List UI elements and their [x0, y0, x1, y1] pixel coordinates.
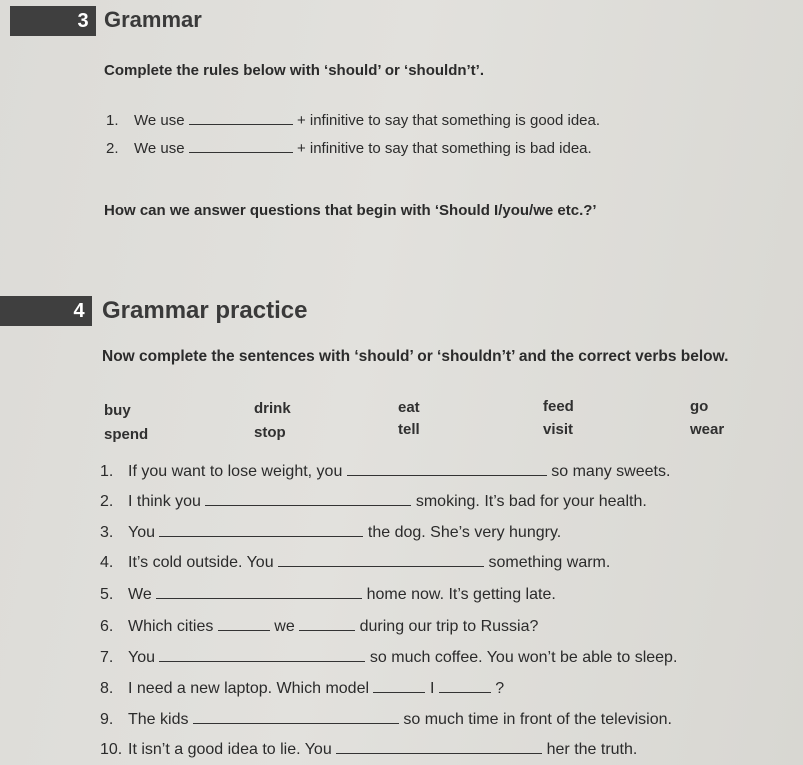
word-wear: wear — [690, 421, 725, 438]
sentence-9-blank[interactable] — [193, 710, 399, 724]
sentence-7-blank[interactable] — [159, 648, 365, 662]
word-stop: stop — [254, 424, 286, 441]
section-4-banner — [0, 296, 92, 326]
sentence-10: 10. It isn’t a good idea to lie. You her the truth. — [100, 741, 638, 758]
sentence-4: 4. It’s cold outside. You something warm. — [100, 554, 611, 571]
section-3-title: Grammar — [104, 7, 202, 32]
sentence-8: 8. I need a new laptop. Which model I ? — [100, 680, 505, 697]
word-visit: visit — [543, 421, 574, 438]
word-buy: buy — [104, 402, 131, 419]
sentence-9: 9. The kids so much time in front of the television. — [100, 711, 672, 728]
sentence-3-blank[interactable] — [159, 523, 363, 537]
section-4-number: 4 — [66, 296, 92, 326]
sentence-3: 3. You the dog. She’s very hungry. — [100, 524, 562, 541]
sentence-8-blank-1[interactable] — [373, 679, 425, 693]
sentence-5: 5. We home now. It’s getting late. — [100, 586, 556, 603]
sentence-6-blank-1[interactable] — [218, 617, 270, 631]
word-drink: drink — [254, 400, 291, 417]
sentence-7: 7. You so much coffee. You won’t be able to sleep. — [100, 649, 678, 666]
word-tell: tell — [398, 421, 420, 438]
word-feed: feed — [543, 398, 574, 415]
sentence-4-blank[interactable] — [278, 553, 484, 567]
rule-2: 2. We use + infinitive to say that something is bad idea. — [106, 140, 592, 157]
rule-1-blank[interactable] — [189, 111, 293, 125]
section-3-number: 3 — [70, 6, 96, 36]
section-4-title: Grammar practice — [102, 297, 308, 324]
sentence-8-blank-2[interactable] — [439, 679, 491, 693]
sentence-2: 2. I think you smoking. It’s bad for your health. — [100, 493, 647, 510]
sentence-10-blank[interactable] — [336, 740, 542, 754]
rule-1: 1. We use + infinitive to say that something is good idea. — [106, 112, 601, 129]
sentence-5-blank[interactable] — [156, 585, 362, 599]
sentence-6-blank-2[interactable] — [299, 617, 355, 631]
section-3-question: How can we answer questions that begin with ‘Should I/you/we etc.?’ — [104, 202, 597, 219]
sentence-1: 1. If you want to lose weight, you so many sweets. — [100, 463, 671, 480]
sentence-6: 6. Which cities we during our trip to Russia? — [100, 618, 539, 635]
word-go: go — [690, 398, 709, 415]
sentence-2-blank[interactable] — [205, 492, 411, 506]
rule-2-blank[interactable] — [189, 139, 293, 153]
sentence-1-blank[interactable] — [347, 462, 547, 476]
section-3-banner — [10, 6, 96, 36]
word-spend: spend — [104, 426, 149, 443]
section-4-instruction: Now complete the sentences with ‘should’ or ‘shouldn’t’ and the correct verbs below. — [102, 348, 729, 365]
section-3-instruction: Complete the rules below with ‘should’ or ‘shouldn’t’. — [104, 62, 485, 79]
word-eat: eat — [398, 399, 420, 416]
